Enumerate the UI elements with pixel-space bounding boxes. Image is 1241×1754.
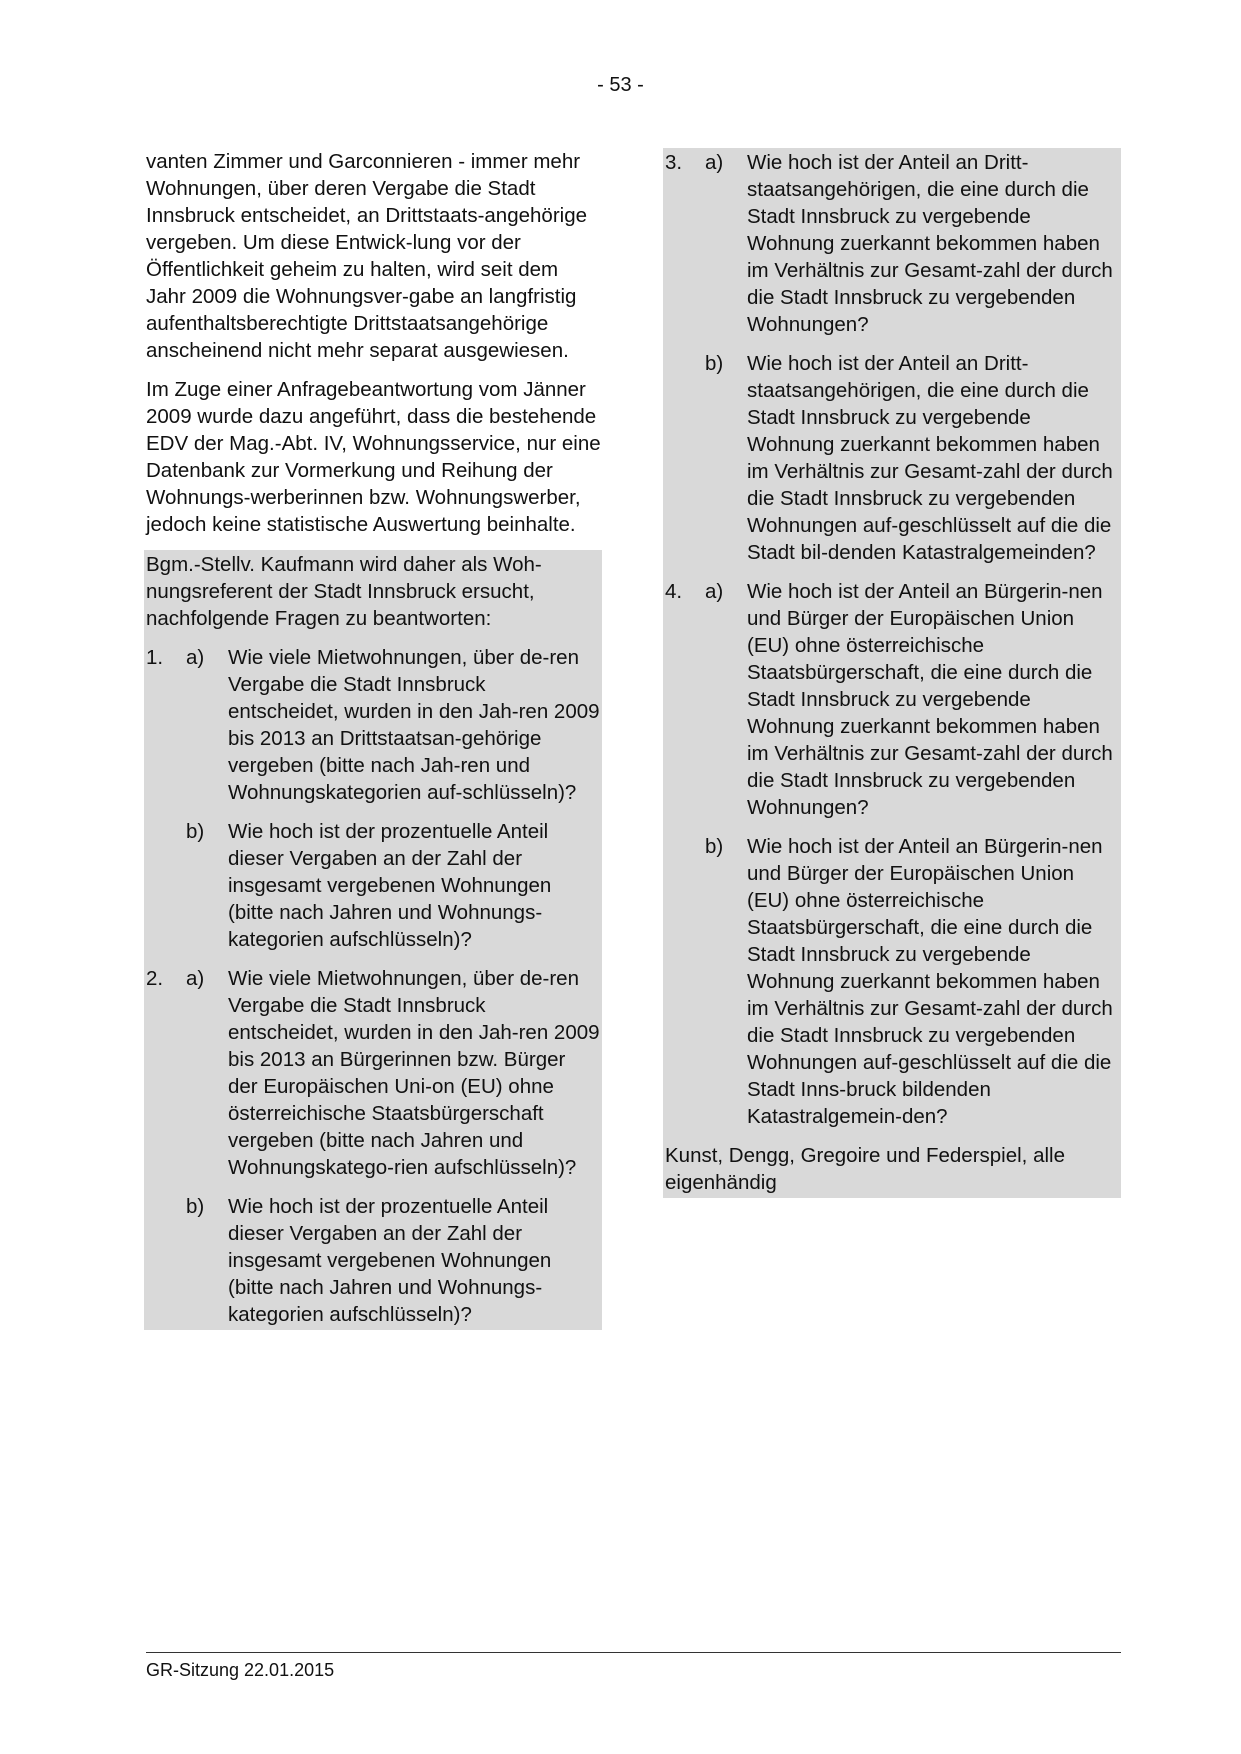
sub-label: b) (705, 835, 724, 858)
intro-paragraph-2: Im Zuge einer Anfragebeantwortung vom Jänner 2009 wurde dazu angeführt, dass die bestehende EDV der Mag.-Abt. IV, Wohnungsservice, nur eine Datenbank zur Vormerkung und Reihung der Wohnungs-werberinnen bzw. Wohnungswerber, jedoch keine statistische Auswertung beinhalte. (146, 378, 601, 536)
question-text: Wie hoch ist der Anteil an Dritt-staatsangehörigen, die eine durch die Stadt Innsbruck zu vergebende Wohnung zuerkannt bekommen haben im Verhältnis zur Gesamt-zahl der durch die Stadt Innsbruck zu vergebenden Wohnungen auf-geschlüsselt auf die die Stadt bil-denden Katastralgemeinden? (747, 352, 1113, 564)
sub-label: a) (186, 646, 205, 669)
question-2a (146, 965, 600, 1181)
sub-label: a) (705, 580, 724, 603)
request-intro: Bgm.-Stellv. Kaufmann wird daher als Woh-nungsreferent der Stadt Innsbruck ersucht, nachfolgende Fragen zu beantworten: (146, 553, 542, 630)
left-column (146, 148, 602, 1330)
right-column (665, 148, 1121, 1198)
questions-block-right (663, 148, 1121, 1198)
question-text: Wie hoch ist der Anteil an Dritt-staatsangehörigen, die eine durch die Stadt Innsbruck zu vergebende Wohnung zuerkannt bekommen haben im Verhältnis zur Gesamt-zahl der durch die Stadt Innsbruck zu vergebenden Wohnungen? (747, 151, 1113, 336)
sub-label: a) (186, 967, 205, 990)
question-1a (146, 644, 600, 806)
signatories: Kunst, Dengg, Gregoire und Federspiel, alle eigenhändig (665, 1144, 1065, 1194)
question-text: Wie hoch ist der prozentuelle Anteil dieser Vergaben an der Zahl der insgesamt vergebenen Wohnungen (bitte nach Jahren und Wohnungs-kategorien aufschlüsseln)? (228, 1195, 552, 1326)
question-number: 4. (665, 580, 683, 603)
question-4b (665, 833, 1119, 1130)
question-text: Wie hoch ist der Anteil an Bürgerin-nen und Bürger der Europäischen Union (EU) ohne österreichische Staatsbürgerschaft, die eine durch die Stadt Innsbruck zu vergebende Wohnung zuerkannt bekommen haben im Verhältnis zur Gesamt-zahl der durch die Stadt Innsbruck zu vergebenden Wohnungen? (747, 580, 1113, 819)
sub-label: a) (705, 151, 724, 174)
question-text: Wie viele Mietwohnungen, über de-ren Vergabe die Stadt Innsbruck entscheidet, wurden in den Jah-ren 2009 bis 2013 an Drittstaatsan-gehörige vergeben (bitte nach Jah-ren und Wohnungskategorien auf-schlüsseln)? (228, 646, 600, 804)
footer-rule (146, 1652, 1121, 1653)
intro-paragraph-1: vanten Zimmer und Garconnieren - immer mehr Wohnungen, über deren Vergabe die Stadt Innsbruck entscheidet, an Drittstaats-angehörige vergeben. Um diese Entwick-lung vor der Öffentlichkeit geheim zu halten, wird seit dem Jahr 2009 die Wohnungsver-gabe an langfristig aufenthaltsberechtigte Drittstaatsangehörige anscheinend nicht mehr separat ausgewiesen. (146, 150, 588, 362)
question-4a (665, 578, 1119, 821)
sub-label: b) (186, 1195, 205, 1218)
page-number: - 53 - (597, 74, 644, 96)
question-number: 3. (665, 151, 683, 174)
question-1b (146, 818, 600, 953)
question-number: 1. (146, 646, 164, 669)
questions-block-left (144, 550, 602, 1330)
question-text: Wie hoch ist der Anteil an Bürgerin-nen und Bürger der Europäischen Union (EU) ohne österreichische Staatsbürgerschaft, die eine durch die Stadt Innsbruck zu vergebende Wohnung zuerkannt bekommen haben im Verhältnis zur Gesamt-zahl der durch die Stadt Innsbruck zu vergebenden Wohnungen auf-geschlüsselt auf die die Stadt Inns-bruck bildenden Katastralgemein-den? (747, 835, 1113, 1128)
question-3b (665, 350, 1119, 566)
sub-label: b) (186, 820, 205, 843)
question-2b (146, 1193, 600, 1328)
footer-text: GR-Sitzung 22.01.2015 (146, 1660, 335, 1680)
question-text: Wie hoch ist der prozentuelle Anteil dieser Vergaben an der Zahl der insgesamt vergebenen Wohnungen (bitte nach Jahren und Wohnungs-kategorien aufschlüsseln)? (228, 820, 552, 951)
question-text: Wie viele Mietwohnungen, über de-ren Vergabe die Stadt Innsbruck entscheidet, wurden in den Jah-ren 2009 bis 2013 an Bürgerinnen bzw. Bürger der Europäischen Uni-on (EU) ohne österreichische Staatsbürgerschaft vergeben (bitte nach Jahren und Wohnungskatego-rien aufschlüsseln)? (228, 967, 600, 1179)
sub-label: b) (705, 352, 724, 375)
question-3a (665, 149, 1119, 338)
question-number: 2. (146, 967, 164, 990)
